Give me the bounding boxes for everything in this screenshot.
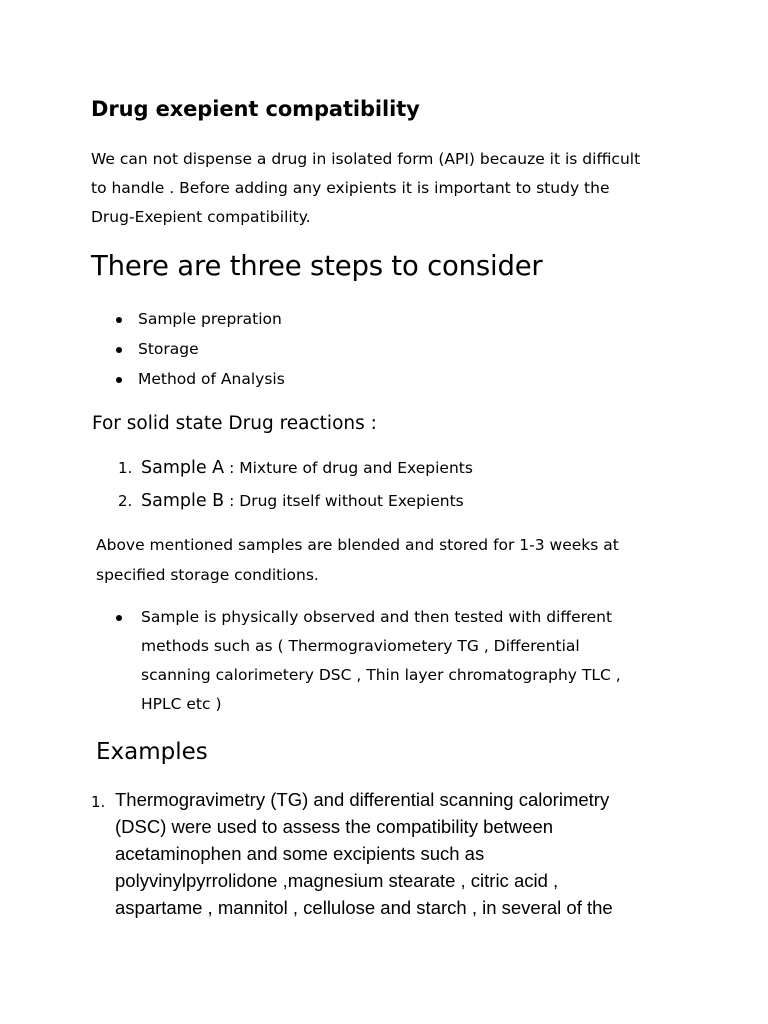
example-text: (DSC) were used to assess the compatibility between: [115, 816, 554, 837]
bullet-icon: [116, 347, 122, 353]
example-text: Thermogravimetry (TG) and differential scanning calorimetry: [115, 789, 610, 810]
method-text: HPLC etc ): [141, 695, 222, 713]
example-text: aspartame , mannitol , cellulose and starch , in several of the: [115, 897, 613, 918]
example-text: acetaminophen and some excipients such as: [115, 843, 485, 864]
sample-label: Sample B: [141, 491, 225, 511]
document-title: Drug exepient compatibility: [91, 97, 420, 121]
step-list-item: [117, 340, 199, 358]
intro-line: to handle . Before adding any exipients it is important to study the: [91, 179, 610, 197]
storage-line: Above mentioned samples are blended and stored for 1-3 weeks at: [96, 536, 619, 554]
bullet-icon: [116, 317, 122, 323]
intro-line: Drug-Exepient compatibility.: [91, 208, 311, 226]
sample-description: : Drug itself without Exepients: [224, 492, 464, 510]
examples-heading: Examples: [96, 739, 208, 765]
solid-state-heading: For solid state Drug reactions :: [92, 413, 377, 434]
sample-list-item: [118, 491, 464, 511]
step-list-item: [117, 310, 282, 328]
bullet-icon: [116, 377, 122, 383]
sample-label: Sample A: [141, 458, 225, 478]
list-number: 2.: [118, 492, 133, 510]
storage-line: specified storage conditions.: [96, 566, 319, 584]
example-text: polyvinylpyrrolidone ,magnesium stearate , citric acid ,: [115, 870, 559, 891]
intro-line: We can not dispense a drug in isolated form (API) becauze it is difficult: [91, 150, 641, 168]
example-number: 1.: [91, 793, 106, 811]
steps-heading: There are three steps to consider: [91, 250, 543, 282]
method-text: Sample is physically observed and then tested with different: [141, 608, 613, 626]
step-text: Sample prepration: [138, 310, 282, 328]
bullet-icon: [116, 615, 122, 621]
method-list-item: [117, 608, 612, 626]
step-list-item: [117, 370, 285, 388]
sample-list-item: [118, 458, 473, 478]
method-text: methods such as ( Thermograviometery TG , Differential: [141, 637, 580, 655]
method-text: scanning calorimetery DSC , Thin layer chromatography TLC ,: [141, 666, 621, 684]
list-number: 1.: [118, 459, 133, 477]
sample-description: : Mixture of drug and Exepients: [224, 459, 473, 477]
step-text: Method of Analysis: [138, 370, 285, 388]
step-text: Storage: [138, 340, 199, 358]
